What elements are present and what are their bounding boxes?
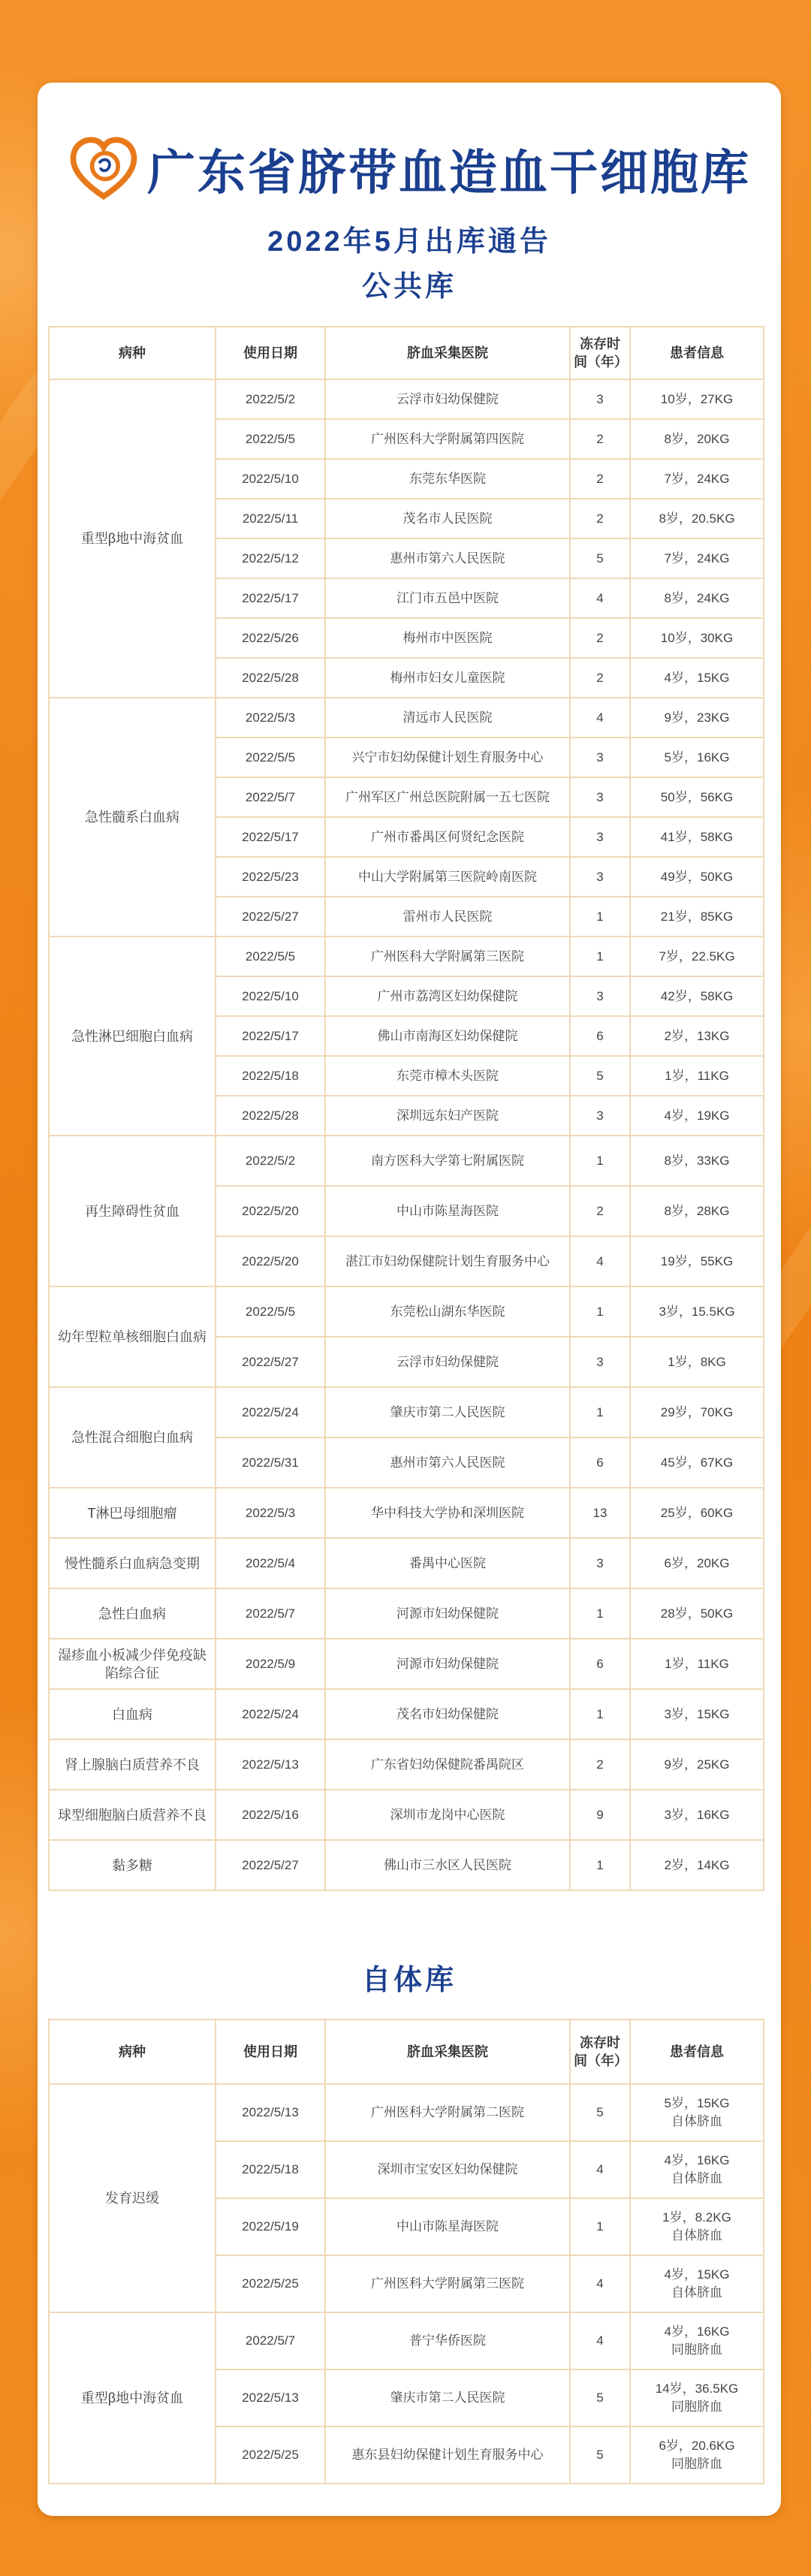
hospital-cell: 华中科技大学协和深圳医院 [325, 1488, 570, 1538]
hospital-cell: 河源市妇幼保健院 [325, 1588, 570, 1639]
patient-info-cell: 9岁，25KG [630, 1739, 764, 1790]
patient-info-cell: 4岁，16KG 同胞脐血 [630, 2312, 764, 2369]
date-cell: 2022/5/17 [216, 817, 325, 857]
storage-years-cell: 1 [570, 1136, 630, 1186]
storage-years-cell: 5 [570, 538, 630, 578]
disease-cell: T淋巴母细胞瘤 [49, 1488, 216, 1538]
date-cell: 2022/5/18 [216, 1056, 325, 1096]
storage-years-cell: 2 [570, 459, 630, 499]
hospital-cell: 梅州市中医医院 [325, 618, 570, 658]
patient-info-cell: 7岁，22.5KG [630, 937, 764, 976]
storage-years-cell: 6 [570, 1016, 630, 1056]
storage-years-cell: 2 [570, 1186, 630, 1236]
storage-years-cell: 3 [570, 1538, 630, 1588]
patient-info-cell: 1岁，8.2KG 自体脐血 [630, 2198, 764, 2255]
hospital-cell: 广东省妇幼保健院番禺院区 [325, 1739, 570, 1790]
hospital-cell: 深圳远东妇产医院 [325, 1096, 570, 1136]
date-cell: 2022/5/3 [216, 698, 325, 738]
storage-years-cell: 1 [570, 1286, 630, 1337]
storage-years-cell: 1 [570, 1689, 630, 1739]
hospital-cell: 湛江市妇幼保健院计划生育服务中心 [325, 1236, 570, 1286]
storage-years-cell: 3 [570, 777, 630, 817]
table-row [49, 1639, 764, 1689]
patient-info-cell: 9岁，23KG [630, 698, 764, 738]
date-cell: 2022/5/31 [216, 1437, 325, 1488]
hospital-cell: 广州军区广州总医院附属一五七医院 [325, 777, 570, 817]
patient-info-cell: 45岁，67KG [630, 1437, 764, 1488]
hospital-cell: 广州医科大学附属第三医院 [325, 937, 570, 976]
storage-years-cell: 4 [570, 698, 630, 738]
storage-years-cell: 2 [570, 499, 630, 538]
date-cell: 2022/5/23 [216, 857, 325, 897]
patient-info-cell: 4岁，15KG [630, 658, 764, 698]
hospital-cell: 江门市五邑中医院 [325, 578, 570, 618]
disease-cell: 球型细胞脑白质营养不良 [49, 1790, 216, 1840]
date-cell: 2022/5/27 [216, 1840, 325, 1890]
storage-years-cell: 4 [570, 2141, 630, 2198]
patient-info-cell: 10岁，30KG [630, 618, 764, 658]
storage-years-cell: 1 [570, 1840, 630, 1890]
storage-years-cell: 4 [570, 1236, 630, 1286]
disease-cell: 急性髓系白血病 [49, 698, 216, 937]
table-header-row [49, 327, 764, 379]
storage-years-cell: 2 [570, 1739, 630, 1790]
storage-years-cell: 9 [570, 1790, 630, 1840]
table-row [49, 937, 764, 976]
storage-years-cell: 1 [570, 1387, 630, 1437]
header [38, 128, 781, 210]
table-row [49, 379, 764, 419]
date-cell: 2022/5/10 [216, 976, 325, 1016]
storage-years-cell: 5 [570, 2369, 630, 2427]
patient-info-cell: 7岁，24KG [630, 459, 764, 499]
disease-cell: 急性混合细胞白血病 [49, 1387, 216, 1488]
date-cell: 2022/5/17 [216, 578, 325, 618]
disease-cell: 急性白血病 [49, 1588, 216, 1639]
hospital-cell: 惠州市第六人民医院 [325, 538, 570, 578]
storage-years-cell: 3 [570, 976, 630, 1016]
hospital-cell: 广州医科大学附属第二医院 [325, 2084, 570, 2141]
hospital-cell: 广州医科大学附属第四医院 [325, 419, 570, 459]
storage-years-cell: 1 [570, 2198, 630, 2255]
date-cell: 2022/5/20 [216, 1236, 325, 1286]
storage-years-cell: 3 [570, 1096, 630, 1136]
hospital-cell: 中山大学附属第三医院岭南医院 [325, 857, 570, 897]
patient-info-cell: 8岁，33KG [630, 1136, 764, 1186]
hospital-cell: 云浮市妇幼保健院 [325, 379, 570, 419]
column-header: 脐血采集医院 [325, 2019, 570, 2084]
patient-info-cell: 50岁，56KG [630, 777, 764, 817]
table-row [49, 2312, 764, 2369]
date-cell: 2022/5/12 [216, 538, 325, 578]
heart-logo-icon [68, 133, 140, 205]
storage-years-cell: 2 [570, 658, 630, 698]
storage-years-cell: 3 [570, 857, 630, 897]
date-cell: 2022/5/4 [216, 1538, 325, 1588]
patient-info-cell: 1岁，11KG [630, 1639, 764, 1689]
date-cell: 2022/5/2 [216, 379, 325, 419]
hospital-cell: 梅州市妇女儿童医院 [325, 658, 570, 698]
notice-card [38, 83, 781, 2516]
date-cell: 2022/5/19 [216, 2198, 325, 2255]
patient-info-cell: 7岁，24KG [630, 538, 764, 578]
patient-info-cell: 2岁，13KG [630, 1016, 764, 1056]
storage-years-cell: 1 [570, 897, 630, 937]
hospital-cell: 中山市陈星海医院 [325, 2198, 570, 2255]
patient-info-cell: 8岁，24KG [630, 578, 764, 618]
date-cell: 2022/5/5 [216, 738, 325, 777]
hospital-cell: 深圳市龙岗中心医院 [325, 1790, 570, 1840]
hospital-cell: 雷州市人民医院 [325, 897, 570, 937]
date-cell: 2022/5/5 [216, 937, 325, 976]
hospital-cell: 东莞松山湖东华医院 [325, 1286, 570, 1337]
storage-years-cell: 4 [570, 578, 630, 618]
table-row [49, 1488, 764, 1538]
patient-info-cell: 5岁，16KG [630, 738, 764, 777]
public-bank-title: 公共库 [361, 271, 457, 303]
date-cell: 2022/5/13 [216, 1739, 325, 1790]
disease-cell: 发育迟缓 [49, 2084, 216, 2312]
date-cell: 2022/5/25 [216, 2427, 325, 2484]
date-cell: 2022/5/25 [216, 2255, 325, 2312]
disease-cell: 湿疹血小板减少伴免疫缺陷综合征 [49, 1639, 216, 1689]
disease-cell: 肾上腺脑白质营养不良 [49, 1739, 216, 1790]
date-cell: 2022/5/27 [216, 897, 325, 937]
patient-info-cell: 42岁，58KG [630, 976, 764, 1016]
patient-info-cell: 8岁，28KG [630, 1186, 764, 1236]
hospital-cell: 东莞市樟木头医院 [325, 1056, 570, 1096]
hospital-cell: 肇庆市第二人民医院 [325, 2369, 570, 2427]
disease-cell: 重型β地中海贫血 [49, 379, 216, 698]
storage-years-cell: 1 [570, 937, 630, 976]
table-row [49, 1739, 764, 1790]
table-header-row [49, 2019, 764, 2084]
table-row [49, 2084, 764, 2141]
storage-years-cell: 2 [570, 618, 630, 658]
storage-years-cell: 4 [570, 2312, 630, 2369]
table-row [49, 1387, 764, 1437]
patient-info-cell: 2岁，14KG [630, 1840, 764, 1890]
column-header: 脐血采集医院 [325, 327, 570, 379]
hospital-cell: 佛山市南海区妇幼保健院 [325, 1016, 570, 1056]
patient-info-cell: 5岁，15KG 自体脐血 [630, 2084, 764, 2141]
storage-years-cell: 5 [570, 2427, 630, 2484]
hospital-cell: 惠东县妇幼保健计划生育服务中心 [325, 2427, 570, 2484]
date-cell: 2022/5/16 [216, 1790, 325, 1840]
date-cell: 2022/5/20 [216, 1186, 325, 1236]
patient-info-cell: 49岁，50KG [630, 857, 764, 897]
date-cell: 2022/5/5 [216, 419, 325, 459]
date-cell: 2022/5/18 [216, 2141, 325, 2198]
disease-cell: 慢性髓系白血病急变期 [49, 1538, 216, 1588]
hospital-cell: 广州医科大学附属第三医院 [325, 2255, 570, 2312]
patient-info-cell: 21岁，85KG [630, 897, 764, 937]
autologous-bank-title: 自体库 [361, 1965, 457, 1996]
date-cell: 2022/5/2 [216, 1136, 325, 1186]
disease-cell: 白血病 [49, 1689, 216, 1739]
org-name: 广东省脐带血造血干细胞库 [147, 146, 751, 201]
disease-cell: 幼年型粒单核细胞白血病 [49, 1286, 216, 1387]
hospital-cell: 茂名市人民医院 [325, 499, 570, 538]
storage-years-cell: 3 [570, 817, 630, 857]
patient-info-cell: 28岁，50KG [630, 1588, 764, 1639]
storage-years-cell: 6 [570, 1639, 630, 1689]
date-cell: 2022/5/13 [216, 2369, 325, 2427]
disease-cell: 黏多糖 [49, 1840, 216, 1890]
hospital-cell: 河源市妇幼保健院 [325, 1639, 570, 1689]
date-cell: 2022/5/7 [216, 2312, 325, 2369]
hospital-cell: 普宁华侨医院 [325, 2312, 570, 2369]
table-row [49, 1588, 764, 1639]
hospital-cell: 茂名市妇幼保健院 [325, 1689, 570, 1739]
patient-info-cell: 4岁，16KG 自体脐血 [630, 2141, 764, 2198]
patient-info-cell: 14岁，36.5KG 同胞脐血 [630, 2369, 764, 2427]
date-cell: 2022/5/26 [216, 618, 325, 658]
hospital-cell: 中山市陈星海医院 [325, 1186, 570, 1236]
disease-cell: 重型β地中海贫血 [49, 2312, 216, 2484]
hospital-cell: 云浮市妇幼保健院 [325, 1337, 570, 1387]
storage-years-cell: 5 [570, 1056, 630, 1096]
table-row [49, 1790, 764, 1840]
storage-years-cell: 1 [570, 1588, 630, 1639]
autologous-bank-table [48, 2019, 764, 2484]
patient-info-cell: 3岁，15.5KG [630, 1286, 764, 1337]
patient-info-cell: 6岁，20.6KG 同胞脐血 [630, 2427, 764, 2484]
column-header: 患者信息 [630, 2019, 764, 2084]
table-row [49, 1136, 764, 1186]
hospital-cell: 惠州市第六人民医院 [325, 1437, 570, 1488]
patient-info-cell: 3岁，15KG [630, 1689, 764, 1739]
patient-info-cell: 29岁，70KG [630, 1387, 764, 1437]
column-header: 冻存时间（年） [570, 2019, 630, 2084]
date-cell: 2022/5/28 [216, 1096, 325, 1136]
patient-info-cell: 4岁，15KG 自体脐血 [630, 2255, 764, 2312]
patient-info-cell: 41岁，58KG [630, 817, 764, 857]
date-cell: 2022/5/5 [216, 1286, 325, 1337]
patient-info-cell: 1岁，8KG [630, 1337, 764, 1387]
patient-info-cell: 10岁，27KG [630, 379, 764, 419]
date-cell: 2022/5/3 [216, 1488, 325, 1538]
hospital-cell: 番禺中心医院 [325, 1538, 570, 1588]
date-cell: 2022/5/9 [216, 1639, 325, 1689]
hospital-cell: 广州市番禺区何贤纪念医院 [325, 817, 570, 857]
date-cell: 2022/5/24 [216, 1689, 325, 1739]
column-header: 病种 [49, 327, 216, 379]
patient-info-cell: 6岁，20KG [630, 1538, 764, 1588]
date-cell: 2022/5/27 [216, 1337, 325, 1387]
hospital-cell: 兴宁市妇幼保健计划生育服务中心 [325, 738, 570, 777]
storage-years-cell: 3 [570, 738, 630, 777]
patient-info-cell: 19岁，55KG [630, 1236, 764, 1286]
column-header: 使用日期 [216, 2019, 325, 2084]
storage-years-cell: 3 [570, 379, 630, 419]
column-header: 病种 [49, 2019, 216, 2084]
storage-years-cell: 2 [570, 419, 630, 459]
date-cell: 2022/5/28 [216, 658, 325, 698]
table-row [49, 698, 764, 738]
column-header: 冻存时间（年） [570, 327, 630, 379]
patient-info-cell: 8岁，20KG [630, 419, 764, 459]
patient-info-cell: 4岁，19KG [630, 1096, 764, 1136]
storage-years-cell: 4 [570, 2255, 630, 2312]
hospital-cell: 清远市人民医院 [325, 698, 570, 738]
patient-info-cell: 1岁，11KG [630, 1056, 764, 1096]
notice-title: 2022年5月出库通告 [267, 226, 551, 258]
date-cell: 2022/5/17 [216, 1016, 325, 1056]
table-row [49, 1689, 764, 1739]
hospital-cell: 东莞东华医院 [325, 459, 570, 499]
storage-years-cell: 13 [570, 1488, 630, 1538]
hospital-cell: 广州市荔湾区妇幼保健院 [325, 976, 570, 1016]
date-cell: 2022/5/11 [216, 499, 325, 538]
storage-years-cell: 6 [570, 1437, 630, 1488]
public-bank-table [48, 326, 764, 1891]
storage-years-cell: 5 [570, 2084, 630, 2141]
table-row [49, 1538, 764, 1588]
hospital-cell: 佛山市三水区人民医院 [325, 1840, 570, 1890]
date-cell: 2022/5/10 [216, 459, 325, 499]
column-header: 使用日期 [216, 327, 325, 379]
disease-cell: 再生障碍性贫血 [49, 1136, 216, 1286]
date-cell: 2022/5/7 [216, 1588, 325, 1639]
hospital-cell: 深圳市宝安区妇幼保健院 [325, 2141, 570, 2198]
disease-cell: 急性淋巴细胞白血病 [49, 937, 216, 1136]
storage-years-cell: 3 [570, 1337, 630, 1387]
patient-info-cell: 3岁，16KG [630, 1790, 764, 1840]
patient-info-cell: 8岁，20.5KG [630, 499, 764, 538]
date-cell: 2022/5/13 [216, 2084, 325, 2141]
patient-info-cell: 25岁，60KG [630, 1488, 764, 1538]
date-cell: 2022/5/24 [216, 1387, 325, 1437]
hospital-cell: 肇庆市第二人民医院 [325, 1387, 570, 1437]
hospital-cell: 南方医科大学第七附属医院 [325, 1136, 570, 1186]
date-cell: 2022/5/7 [216, 777, 325, 817]
column-header: 患者信息 [630, 327, 764, 379]
table-row [49, 1286, 764, 1337]
table-row [49, 1840, 764, 1890]
